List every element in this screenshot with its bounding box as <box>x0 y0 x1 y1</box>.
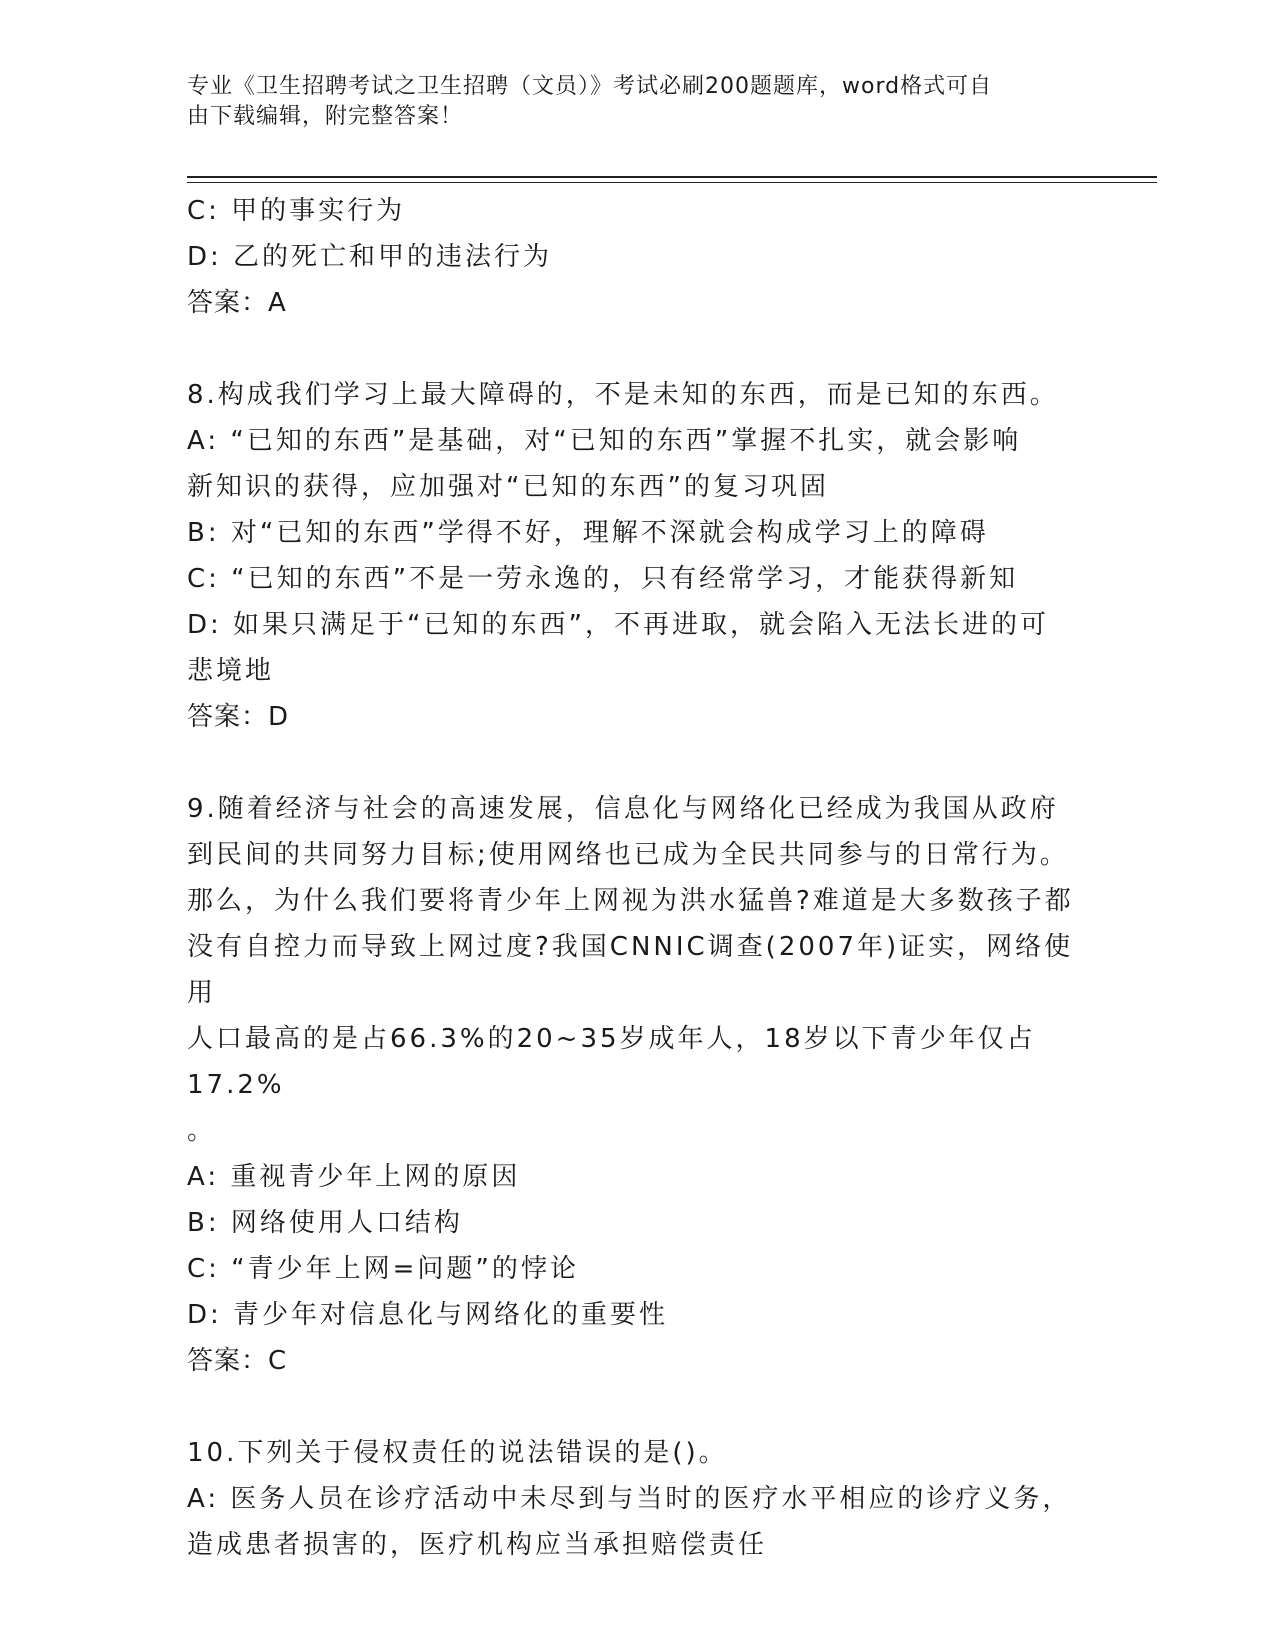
option-d-continued: 悲境地 <box>187 656 275 686</box>
header-title-line-2: 由下载编辑，附完整答案！ <box>187 104 464 129</box>
answer-label: 答案：D <box>187 702 290 732</box>
option-a-continued: 造成患者损害的，医疗机构应当承担赔偿责任 <box>187 1530 768 1560</box>
spacer <box>187 326 1087 372</box>
option-b: B: 对“已知的东西”学得不好，理解不深就会构成学习上的障碍 <box>187 518 989 548</box>
question-stem: 8.构成我们学习上最大障碍的，不是未知的东西，而是已知的东西。 <box>187 380 1059 410</box>
question-7 <box>187 188 1087 326</box>
option-c: C: “青少年上网=问题”的悖论 <box>187 1254 579 1284</box>
option-d: D: 乙的死亡和甲的违法行为 <box>187 242 553 272</box>
option-d: D: 如果只满足于“已知的东西”，不再进取，就会陷入无法长进的可 <box>187 610 1049 640</box>
option-a: A: “已知的东西”是基础，对“已知的东西”掌握不扎实，就会影响 <box>187 426 1022 456</box>
spacer <box>187 1384 1087 1430</box>
question-9 <box>187 786 1087 1384</box>
document-body <box>187 188 1087 1568</box>
question-stem: 10.下列关于侵权责任的说法错误的是()。 <box>187 1438 728 1468</box>
question-stem-continued: 。 <box>187 1116 217 1146</box>
option-a: A: 重视青少年上网的原因 <box>187 1162 521 1192</box>
question-8 <box>187 372 1087 740</box>
header-rule-thick <box>187 176 1157 178</box>
option-c: C: 甲的事实行为 <box>187 196 406 226</box>
header-title-line-1: 专业《卫生招聘考试之卫生招聘（文员）》考试必刷200题题库，word格式可自 <box>187 74 993 99</box>
header-rule-thin <box>187 182 1157 183</box>
question-stem: 9.随着经济与社会的高速发展，信息化与网络化已经成为我国从政府 <box>187 794 1059 824</box>
spacer <box>187 740 1087 786</box>
option-d: D: 青少年对信息化与网络化的重要性 <box>187 1300 669 1330</box>
option-b: B: 网络使用人口结构 <box>187 1208 463 1238</box>
option-a-continued: 新知识的获得，应加强对“已知的东西”的复习巩固 <box>187 472 829 502</box>
answer-label: 答案：C <box>187 1346 288 1376</box>
document-header <box>187 72 1077 132</box>
option-a: A: 医务人员在诊疗活动中未尽到与当时的医疗水平相应的诊疗义务， <box>187 1484 1072 1514</box>
option-c: C: “已知的东西”不是一劳永逸的，只有经常学习，才能获得新知 <box>187 564 1019 594</box>
question-stem-continued: 那么，为什么我们要将青少年上网视为洪水猛兽?难道是大多数孩子都 <box>187 886 1074 916</box>
question-stem-continued: 到民间的共同努力目标;使用网络也已成为全民共同参与的日常行为。 <box>187 840 1069 870</box>
question-stem-continued: 没有自控力而导致上网过度?我国CNNIC调查(2007年)证实，网络使用 <box>187 932 1074 1008</box>
question-10 <box>187 1430 1087 1568</box>
question-stem-continued: 人口最高的是占66.3%的20~35岁成年人，18岁以下青少年仅占17.2% <box>187 1024 1036 1100</box>
answer-label: 答案：A <box>187 288 287 318</box>
